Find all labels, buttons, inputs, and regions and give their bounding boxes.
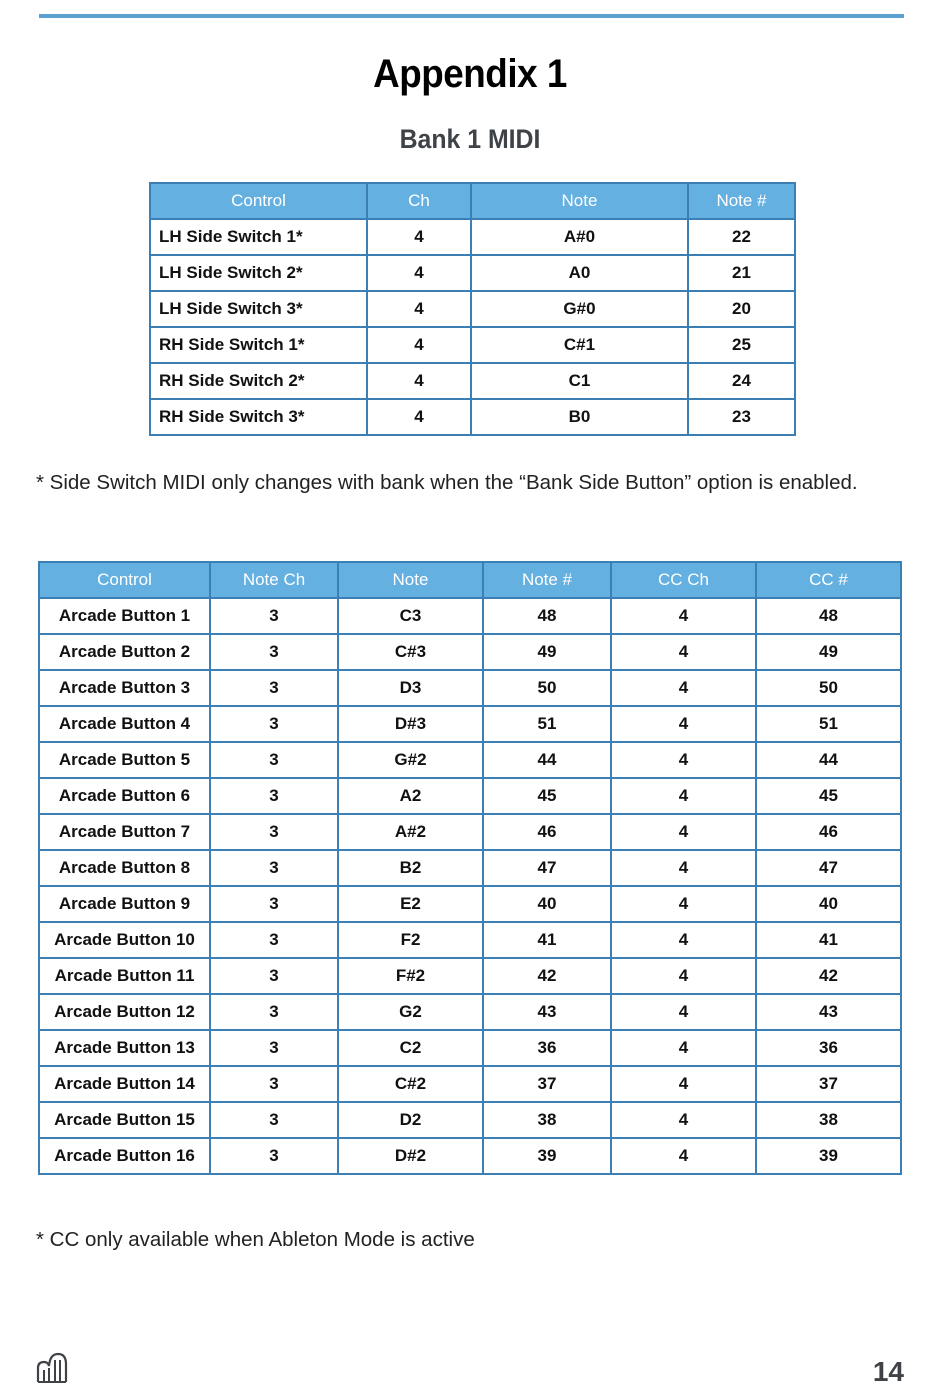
arcade-button-table: [38, 561, 902, 1175]
value-cell: 4: [367, 399, 471, 435]
value-cell: 44: [756, 742, 901, 778]
column-header-note: Note: [338, 562, 483, 598]
value-cell: 40: [483, 886, 611, 922]
table-row: [39, 706, 901, 742]
value-cell: 44: [483, 742, 611, 778]
table-row: [39, 922, 901, 958]
value-cell: B0: [471, 399, 688, 435]
control-cell: Arcade Button 14: [39, 1066, 210, 1102]
value-cell: 23: [688, 399, 795, 435]
control-cell: Arcade Button 15: [39, 1102, 210, 1138]
control-cell: Arcade Button 3: [39, 670, 210, 706]
value-cell: D#2: [338, 1138, 483, 1174]
side-switch-footnote: * Side Switch MIDI only changes with bank when the “Bank Side Button” option is enabled.: [36, 471, 858, 494]
value-cell: 4: [611, 922, 756, 958]
value-cell: 4: [367, 291, 471, 327]
page-subtitle: Bank 1 MIDI: [399, 124, 541, 154]
value-cell: 4: [611, 670, 756, 706]
value-cell: G2: [338, 994, 483, 1030]
column-header-cc-ch: CC Ch: [611, 562, 756, 598]
value-cell: 42: [756, 958, 901, 994]
value-cell: 3: [210, 742, 338, 778]
table-header-row: [39, 562, 901, 598]
page-number: 14: [872, 1356, 904, 1387]
control-cell: RH Side Switch 2*: [150, 363, 367, 399]
value-cell: A0: [471, 255, 688, 291]
value-cell: 3: [210, 994, 338, 1030]
table-row: [39, 994, 901, 1030]
value-cell: 41: [756, 922, 901, 958]
value-cell: 37: [756, 1066, 901, 1102]
table-row: [150, 399, 795, 435]
value-cell: 4: [367, 363, 471, 399]
value-cell: 4: [611, 742, 756, 778]
value-cell: 4: [611, 634, 756, 670]
value-cell: 3: [210, 706, 338, 742]
table-row: [39, 778, 901, 814]
value-cell: 36: [756, 1030, 901, 1066]
value-cell: 4: [611, 1066, 756, 1102]
value-cell: 4: [611, 1102, 756, 1138]
column-header-note-number: Note #: [688, 183, 795, 219]
page-title: Appendix 1: [373, 52, 567, 96]
value-cell: 48: [756, 598, 901, 634]
value-cell: 36: [483, 1030, 611, 1066]
control-cell: Arcade Button 10: [39, 922, 210, 958]
table-row: [39, 850, 901, 886]
value-cell: E2: [338, 886, 483, 922]
table-row: [39, 670, 901, 706]
table-row: [39, 1138, 901, 1174]
table-row: [150, 255, 795, 291]
control-cell: Arcade Button 7: [39, 814, 210, 850]
value-cell: 42: [483, 958, 611, 994]
value-cell: 22: [688, 219, 795, 255]
value-cell: 3: [210, 814, 338, 850]
value-cell: 37: [483, 1066, 611, 1102]
table-row: [39, 634, 901, 670]
control-cell: Arcade Button 6: [39, 778, 210, 814]
value-cell: 46: [756, 814, 901, 850]
control-cell: Arcade Button 8: [39, 850, 210, 886]
control-cell: LH Side Switch 2*: [150, 255, 367, 291]
value-cell: 4: [611, 598, 756, 634]
value-cell: 3: [210, 778, 338, 814]
value-cell: 3: [210, 1138, 338, 1174]
value-cell: 4: [367, 327, 471, 363]
value-cell: C3: [338, 598, 483, 634]
control-cell: RH Side Switch 3*: [150, 399, 367, 435]
column-header-note-number: Note #: [483, 562, 611, 598]
table-row: [150, 219, 795, 255]
value-cell: 3: [210, 670, 338, 706]
table-row: [39, 958, 901, 994]
value-cell: 4: [611, 1030, 756, 1066]
column-header-control: Control: [150, 183, 367, 219]
cc-footnote: * CC only available when Ableton Mode is active: [36, 1228, 475, 1251]
value-cell: 3: [210, 850, 338, 886]
value-cell: 49: [756, 634, 901, 670]
value-cell: 3: [210, 958, 338, 994]
top-accent-rule: [39, 14, 904, 18]
value-cell: G#0: [471, 291, 688, 327]
table-row: [39, 886, 901, 922]
value-cell: 3: [210, 886, 338, 922]
value-cell: 50: [483, 670, 611, 706]
value-cell: 3: [210, 1102, 338, 1138]
brand-logo-icon: [36, 1348, 68, 1384]
value-cell: 4: [367, 219, 471, 255]
column-header-note: Note: [471, 183, 688, 219]
value-cell: G#2: [338, 742, 483, 778]
value-cell: F#2: [338, 958, 483, 994]
value-cell: D#3: [338, 706, 483, 742]
value-cell: 47: [483, 850, 611, 886]
value-cell: 49: [483, 634, 611, 670]
value-cell: C#1: [471, 327, 688, 363]
value-cell: 51: [756, 706, 901, 742]
value-cell: 4: [611, 1138, 756, 1174]
value-cell: 3: [210, 1030, 338, 1066]
value-cell: 47: [756, 850, 901, 886]
value-cell: 40: [756, 886, 901, 922]
value-cell: F2: [338, 922, 483, 958]
column-header-cc-number: CC #: [756, 562, 901, 598]
control-cell: Arcade Button 4: [39, 706, 210, 742]
table-row: [39, 1066, 901, 1102]
control-cell: LH Side Switch 3*: [150, 291, 367, 327]
control-cell: Arcade Button 2: [39, 634, 210, 670]
table-row: [39, 742, 901, 778]
value-cell: 38: [756, 1102, 901, 1138]
value-cell: 20: [688, 291, 795, 327]
value-cell: 4: [611, 850, 756, 886]
value-cell: B2: [338, 850, 483, 886]
value-cell: 4: [611, 706, 756, 742]
value-cell: C1: [471, 363, 688, 399]
value-cell: 3: [210, 922, 338, 958]
value-cell: 4: [611, 886, 756, 922]
table-row: [150, 363, 795, 399]
table-row: [150, 291, 795, 327]
value-cell: A2: [338, 778, 483, 814]
control-cell: Arcade Button 9: [39, 886, 210, 922]
value-cell: 21: [688, 255, 795, 291]
value-cell: 25: [688, 327, 795, 363]
value-cell: 43: [756, 994, 901, 1030]
value-cell: 39: [483, 1138, 611, 1174]
value-cell: A#2: [338, 814, 483, 850]
value-cell: 4: [611, 814, 756, 850]
value-cell: 43: [483, 994, 611, 1030]
column-header-ch: Ch: [367, 183, 471, 219]
value-cell: 41: [483, 922, 611, 958]
value-cell: 48: [483, 598, 611, 634]
table-row: [39, 1102, 901, 1138]
control-cell: Arcade Button 13: [39, 1030, 210, 1066]
control-cell: Arcade Button 16: [39, 1138, 210, 1174]
value-cell: 24: [688, 363, 795, 399]
value-cell: C#2: [338, 1066, 483, 1102]
value-cell: 4: [611, 958, 756, 994]
value-cell: A#0: [471, 219, 688, 255]
control-cell: LH Side Switch 1*: [150, 219, 367, 255]
value-cell: C#3: [338, 634, 483, 670]
value-cell: D2: [338, 1102, 483, 1138]
value-cell: 45: [483, 778, 611, 814]
value-cell: 3: [210, 598, 338, 634]
value-cell: 4: [611, 994, 756, 1030]
control-cell: Arcade Button 5: [39, 742, 210, 778]
value-cell: 4: [611, 778, 756, 814]
column-header-control: Control: [39, 562, 210, 598]
control-cell: RH Side Switch 1*: [150, 327, 367, 363]
value-cell: 4: [367, 255, 471, 291]
table-header-row: [150, 183, 795, 219]
table-row: [150, 327, 795, 363]
value-cell: 46: [483, 814, 611, 850]
column-header-note-ch: Note Ch: [210, 562, 338, 598]
value-cell: 45: [756, 778, 901, 814]
table-row: [39, 814, 901, 850]
value-cell: C2: [338, 1030, 483, 1066]
bank-midi-table: [149, 182, 796, 436]
table-row: [39, 598, 901, 634]
value-cell: 38: [483, 1102, 611, 1138]
control-cell: Arcade Button 11: [39, 958, 210, 994]
value-cell: 51: [483, 706, 611, 742]
control-cell: Arcade Button 12: [39, 994, 210, 1030]
value-cell: 39: [756, 1138, 901, 1174]
control-cell: Arcade Button 1: [39, 598, 210, 634]
value-cell: D3: [338, 670, 483, 706]
value-cell: 3: [210, 1066, 338, 1102]
value-cell: 50: [756, 670, 901, 706]
table-row: [39, 1030, 901, 1066]
value-cell: 3: [210, 634, 338, 670]
